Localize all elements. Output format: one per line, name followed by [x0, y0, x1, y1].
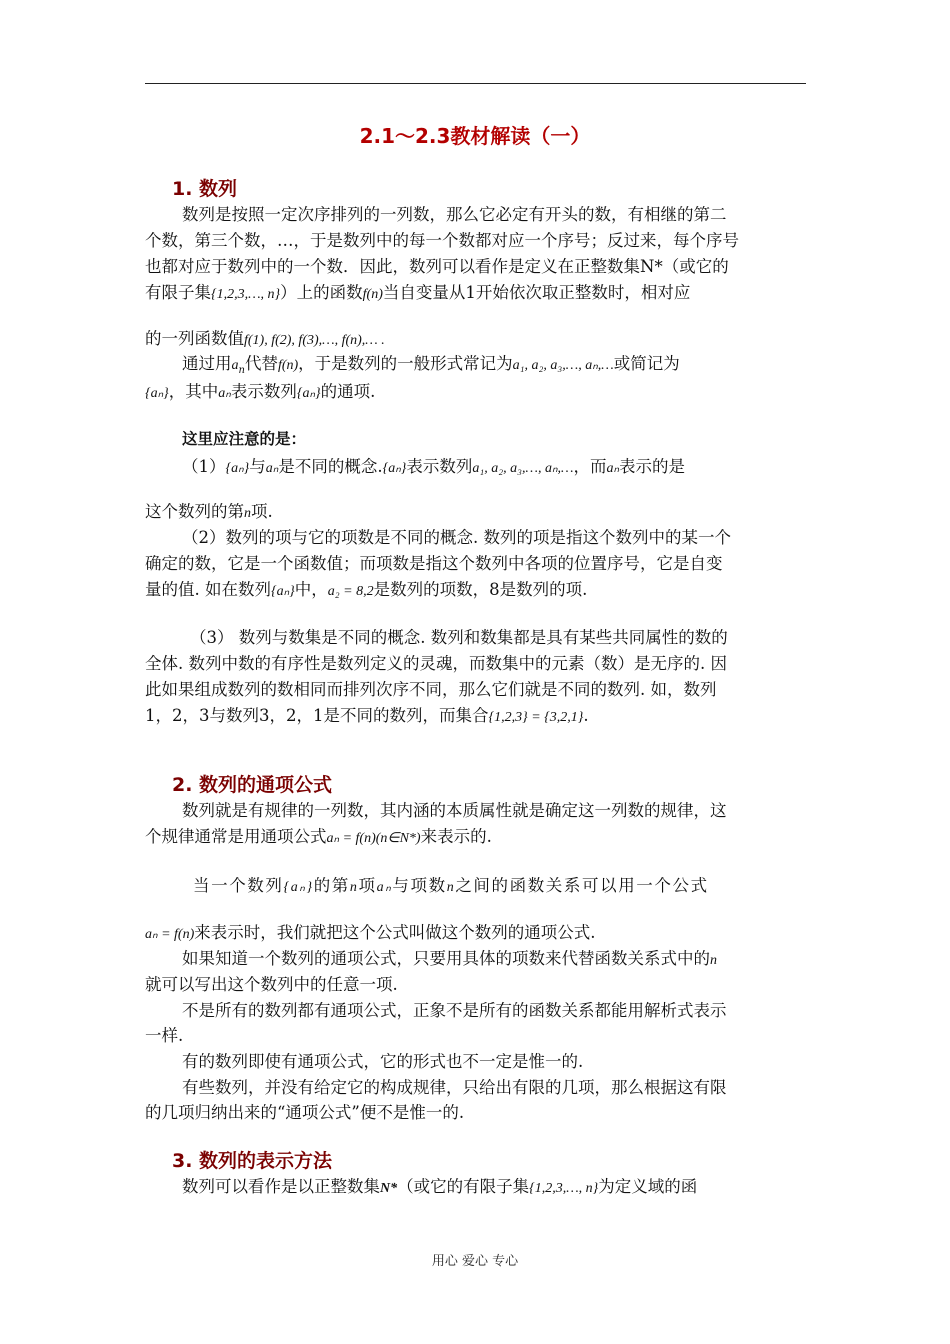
text: 是数列的项数，8是数列的项.	[373, 580, 588, 599]
paragraph-line: 确定的数，它是一个函数值；而项数是指这个数列中各项的位置序号，它是自变	[145, 554, 723, 573]
paragraph-line: 也都对应于数列中的一个数．因此，数列可以看作是定义在正整数集N*（或它的	[145, 257, 729, 276]
paragraph-line: 有的数列即使有通项公式，它的形式也不一定是惟一的.	[182, 1052, 584, 1071]
text: 来表示的.	[420, 827, 492, 846]
math-formula: aₙ = f(n)	[145, 927, 195, 942]
math-seq-set: {aₙ}	[283, 880, 314, 895]
text: 来表示时，我们就把这个公式叫做这个数列的通项公式.	[194, 923, 596, 942]
math-an: aₙ	[376, 880, 393, 895]
math-a: a	[231, 358, 239, 373]
paragraph-line: 全体. 数列中数的有序性是数列定义的灵魂，而数集中的元素（数）是无序的. 因	[145, 654, 727, 673]
paragraph-line: 数列是按照一定次序排列的一列数，那么它必定有开头的数，有相继的第二	[182, 205, 727, 224]
paragraph-line	[145, 823, 492, 847]
text: 的第	[313, 876, 350, 895]
text: ，于是数列的一般形式常记为	[298, 354, 513, 373]
math-n: n	[349, 880, 359, 895]
text: 的通项.	[320, 382, 376, 401]
math-seq-set: {aₙ}	[271, 584, 295, 599]
paragraph-line: 就可以写出这个数列中的任意一项.	[145, 975, 398, 994]
math-example: a₂ = 8,2	[327, 584, 374, 599]
paragraph-line	[182, 453, 685, 477]
paragraph-line: 有些数列，并没有给定它的构成规律，只给出有限的几项，那么根据这有限	[182, 1078, 727, 1097]
paragraph-line	[193, 872, 709, 896]
paragraph-line	[145, 498, 273, 522]
math-seq-set: {aₙ}	[296, 386, 321, 401]
paragraph-line	[182, 350, 680, 376]
text: 与项数	[392, 876, 447, 895]
math-values: f(1), f(2), f(3),…, f(n),… .	[244, 333, 385, 348]
text: 数列可以看作是以正整数集	[182, 1177, 380, 1196]
math-n: n	[710, 953, 717, 968]
page-title: 2.1～2.3教材解读（一）	[359, 124, 591, 148]
math-an: aₙ	[606, 461, 620, 476]
paragraph-line	[145, 325, 385, 349]
notes-lead: 这里应注意的是：	[182, 429, 307, 448]
text: 如果知道一个数列的通项公式，只要用具体的项数来代替函数关系式中的	[182, 949, 710, 968]
section-2-heading: 2. 数列的通项公式	[172, 774, 333, 796]
math-formula: aₙ = f(n)(n∈N*)	[326, 831, 421, 846]
math-n: n	[446, 880, 456, 895]
section-1-heading: 1. 数列	[172, 178, 238, 200]
text: 表示数列	[406, 457, 473, 476]
math-an: aₙ	[218, 386, 231, 401]
text: （或它的有限子集	[397, 1177, 530, 1196]
text: 或简记为	[613, 354, 680, 373]
math-sub: n	[238, 365, 245, 376]
math-an: aₙ	[265, 461, 279, 476]
text: 表示数列	[230, 382, 297, 401]
text: ，而	[573, 457, 607, 476]
paragraph-line: 一样.	[145, 1026, 184, 1045]
paragraph-line: 此如果组成数列的数相同而排列次序不同，那么它们就是不同的数列. 如，数列	[145, 680, 717, 699]
text: 这个数列的第	[145, 502, 244, 521]
math-set: {1,2,3,…, n}	[529, 1181, 599, 1196]
paragraph-line	[145, 919, 596, 943]
text: 的一列函数值	[145, 329, 244, 348]
math-n: n	[244, 506, 251, 521]
text: 个规律通常是用通项公式	[145, 827, 327, 846]
section-3-heading: 3. 数列的表示方法	[172, 1150, 333, 1172]
text: 代替	[244, 354, 278, 373]
text: 当自变量从1开始依次取正整数时，相对应	[382, 283, 691, 302]
paragraph-line: 数列就是有规律的一列数，其内涵的本质属性就是确定这一列数的规律，这	[182, 801, 727, 820]
math-set: {1,2,3,…, n}	[211, 287, 281, 302]
text: ，其中	[168, 382, 219, 401]
text: 与	[249, 457, 266, 476]
paragraph-line	[182, 1173, 697, 1197]
math-set-equality: {1,2,3} = {3,2,1}	[488, 710, 584, 725]
math-seq-set: {aₙ}	[225, 461, 250, 476]
paragraph-line: 的几项归纳出来的“通项公式”便不是惟一的.	[145, 1103, 465, 1122]
math-fn: f(n)	[277, 358, 299, 373]
page-footer: 用心 爱心 专心	[431, 1254, 519, 1269]
paragraph-line: 不是所有的数列都有通项公式，正象不是所有的函数关系都能用解析式表示	[182, 1001, 727, 1020]
text: 有限子集	[145, 283, 211, 302]
math-fn: f(n)	[362, 287, 383, 302]
text: 项.	[251, 502, 273, 521]
text: 通过用	[182, 354, 232, 373]
math-seq-set: {aₙ}	[145, 386, 169, 401]
text: ）上的函数	[280, 283, 363, 302]
text: 表示的是	[619, 457, 686, 476]
math-sequence: a₁, a₂, a₃,…, aₙ,…	[472, 461, 574, 476]
text: 当一个数列	[193, 876, 284, 895]
paragraph-line	[145, 702, 589, 726]
paragraph-line	[145, 576, 587, 600]
math-seq-set: {aₙ}	[382, 461, 407, 476]
text: 量的值. 如在数列	[145, 580, 271, 599]
text: 项	[358, 876, 377, 895]
text: 之间的函数关系可以用一个公式	[455, 876, 709, 895]
header-rule	[145, 83, 806, 84]
paragraph-line: （3） 数列与数集是不同的概念. 数列和数集都是具有某些共同属性的数的	[190, 628, 728, 647]
paragraph-line	[145, 279, 690, 303]
text: 中，	[294, 580, 328, 599]
text: .	[583, 706, 589, 725]
paragraph-line: 个数，第三个数，…，于是数列中的每一个数都对应一个序号；反过来，每个序号	[145, 231, 739, 250]
text: 1，2，3与数列3，2，1是不同的数列，而集合	[145, 706, 489, 725]
math-natural-set: N*	[380, 1181, 398, 1196]
paragraph-line	[182, 945, 717, 969]
paragraph-line: （2）数列的项与它的项数是不同的概念. 数列的项是指这个数列中的某一个	[182, 528, 731, 547]
text: 是不同的概念.	[278, 457, 383, 476]
text: （1）	[182, 457, 226, 476]
text: 为定义域的函	[598, 1177, 698, 1196]
paragraph-line	[145, 378, 375, 402]
math-sequence: a₁, a₂, a₃,…, aₙ,…	[512, 358, 614, 373]
